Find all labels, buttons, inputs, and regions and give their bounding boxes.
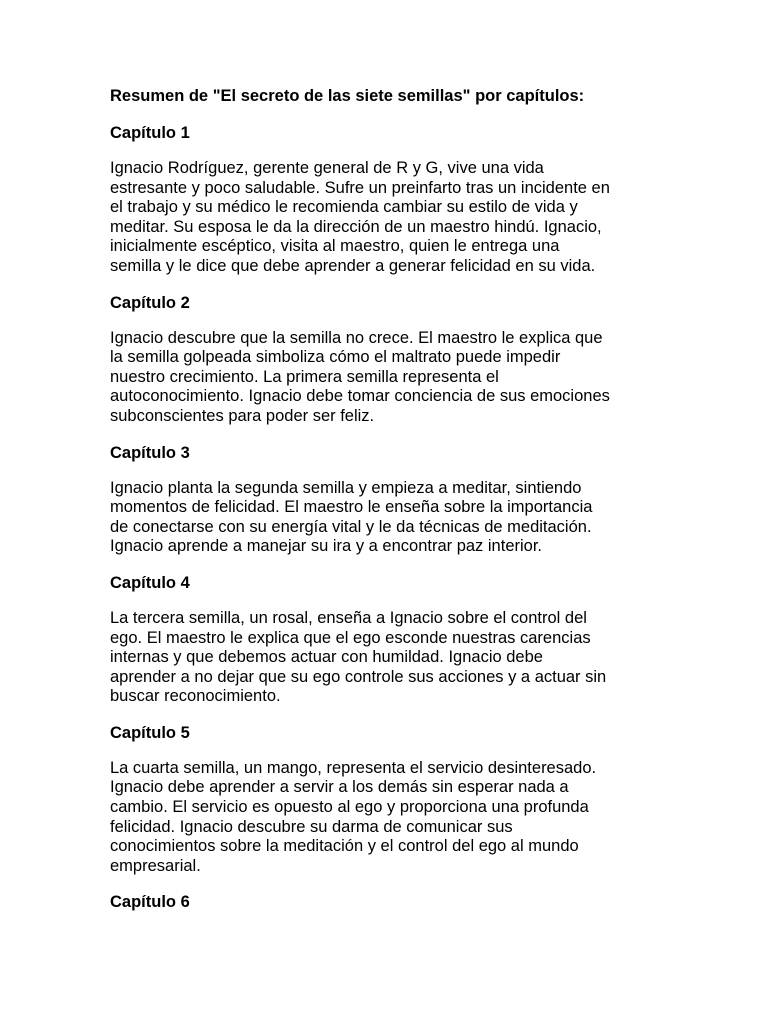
paragraph-line: aprender a no dejar que su ego controle sus acciones y a actuar sin [110, 667, 607, 686]
paragraph-line: La cuarta semilla, un mango, representa el servicio desinteresado. [110, 758, 597, 777]
chapter-3 [110, 443, 666, 557]
paragraph-line: internas y que debemos actuar con humildad. Ignacio debe [110, 648, 543, 667]
chapter-6 [110, 892, 666, 912]
paragraph-line: Ignacio debe aprender a servir a los demás sin esperar nada a [110, 778, 569, 797]
paragraph-line: La tercera semilla, un rosal, enseña a Ignacio sobre el control del [110, 608, 587, 627]
chapter-2 [110, 293, 666, 427]
paragraph-line: de conectarse con su energía vital y le da técnicas de meditación. [110, 517, 592, 536]
paragraph-line: conocimientos sobre la meditación y el control del ego al mundo [110, 837, 579, 856]
chapter-heading: Capítulo 2 [110, 293, 190, 312]
chapter-paragraph [110, 609, 666, 707]
chapter-paragraph [110, 329, 666, 427]
chapter-paragraph [110, 159, 666, 277]
chapter-4 [110, 573, 666, 707]
paragraph-line: Ignacio planta la segunda semilla y empieza a meditar, sintiendo [110, 478, 582, 497]
chapter-heading: Capítulo 4 [110, 573, 190, 592]
paragraph-line: Ignacio descubre que la semilla no crece. El maestro le explica que [110, 328, 603, 347]
paragraph-line: momentos de felicidad. El maestro le enseña sobre la importancia [110, 498, 593, 517]
paragraph-line: subconscientes para poder ser feliz. [110, 406, 375, 425]
paragraph-line: empresarial. [110, 856, 201, 875]
chapter-paragraph [110, 759, 666, 877]
paragraph-line: buscar reconocimiento. [110, 687, 281, 706]
chapter-5 [110, 723, 666, 877]
chapter-heading: Capítulo 6 [110, 893, 190, 912]
chapter-1 [110, 123, 666, 277]
chapter-heading: Capítulo 1 [110, 124, 190, 142]
paragraph-line: inicialmente escéptico, visita al maestro, quien le entrega una [110, 237, 560, 256]
paragraph-line: nuestro crecimiento. La primera semilla representa el [110, 367, 499, 386]
document-title: Resumen de "El secreto de las siete semillas" por capítulos: [110, 87, 585, 105]
document-page [110, 86, 666, 928]
paragraph-line: semilla y le dice que debe aprender a generar felicidad en su vida. [110, 256, 596, 275]
paragraph-line: ego. El maestro le explica que el ego esconde nuestras carencias [110, 628, 591, 647]
chapter-heading: Capítulo 3 [110, 443, 190, 462]
paragraph-line: la semilla golpeada simboliza cómo el maltrato puede impedir [110, 348, 561, 367]
paragraph-line: estresante y poco saludable. Sufre un preinfarto tras un incidente en [110, 178, 610, 197]
paragraph-line: Ignacio aprende a manejar su ira y a encontrar paz interior. [110, 537, 542, 556]
paragraph-line: Ignacio Rodríguez, gerente general de R y G, vive una vida [110, 159, 544, 177]
paragraph-line: felicidad. Ignacio descubre su darma de comunicar sus [110, 817, 513, 836]
paragraph-line: autoconocimiento. Ignacio debe tomar conciencia de sus emociones [110, 387, 610, 406]
chapter-paragraph [110, 479, 666, 557]
paragraph-line: cambio. El servicio es opuesto al ego y proporciona una profunda [110, 798, 589, 817]
chapter-heading: Capítulo 5 [110, 723, 190, 742]
paragraph-line: meditar. Su esposa le da la dirección de un maestro hindú. Ignacio, [110, 217, 602, 236]
paragraph-line: el trabajo y su médico le recomienda cambiar su estilo de vida y [110, 198, 578, 217]
